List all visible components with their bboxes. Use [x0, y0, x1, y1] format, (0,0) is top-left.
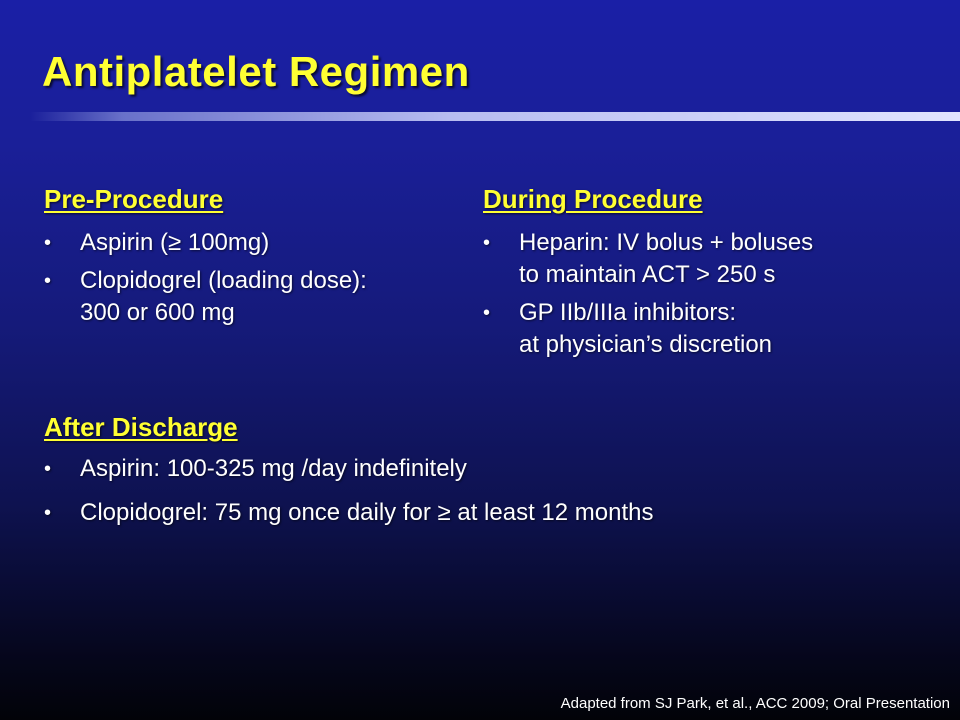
bullet-line: Aspirin: 100-325 mg /day indefinitely [80, 455, 467, 482]
pre-procedure-list [44, 227, 464, 329]
slide-title: Antiplatelet Regimen [42, 48, 470, 95]
bullet-text [483, 227, 943, 291]
during-procedure-section [483, 184, 943, 361]
bullet-text [44, 227, 464, 259]
after-discharge-heading: After Discharge [44, 412, 238, 442]
source-citation: Adapted from SJ Park, et al., ACC 2009; Oral Presentation [560, 695, 950, 712]
bullet-text [483, 297, 943, 361]
bullet-text [44, 265, 464, 329]
bullet-item [44, 497, 924, 529]
after-discharge-section [44, 412, 924, 529]
bullet-icon: • [483, 232, 491, 254]
bullet-line: Aspirin (≥ 100mg) [80, 229, 270, 256]
bullet-line: 300 or 600 mg [80, 299, 235, 326]
bullet-icon: • [483, 302, 491, 324]
bullet-item [483, 227, 943, 291]
bullet-item [483, 297, 943, 361]
title-divider [30, 112, 960, 121]
bullet-item [44, 265, 464, 329]
bullet-line: at physician’s discretion [519, 331, 773, 358]
bullet-icon: • [44, 232, 52, 254]
bullet-line: GP IIb/IIIa inhibitors: [519, 299, 736, 326]
bullet-icon: • [44, 502, 52, 524]
bullet-icon: • [44, 270, 52, 292]
bullet-item [44, 453, 924, 485]
bullet-line: to maintain ACT > 250 s [519, 261, 776, 288]
during-procedure-list [483, 227, 943, 361]
bullet-line: Heparin: IV bolus + boluses [519, 229, 814, 256]
bullet-line: Clopidogrel (loading dose): [80, 267, 367, 294]
pre-procedure-heading: Pre-Procedure [44, 184, 224, 214]
bullet-text [44, 497, 924, 529]
bullet-text [44, 453, 924, 485]
bullet-icon: • [44, 458, 52, 480]
during-procedure-heading: During Procedure [483, 184, 703, 214]
bullet-item [44, 227, 464, 259]
bullet-line: Clopidogrel: 75 mg once daily for ≥ at least 12 months [80, 499, 654, 526]
pre-procedure-section [44, 184, 464, 329]
after-discharge-list [44, 453, 924, 529]
